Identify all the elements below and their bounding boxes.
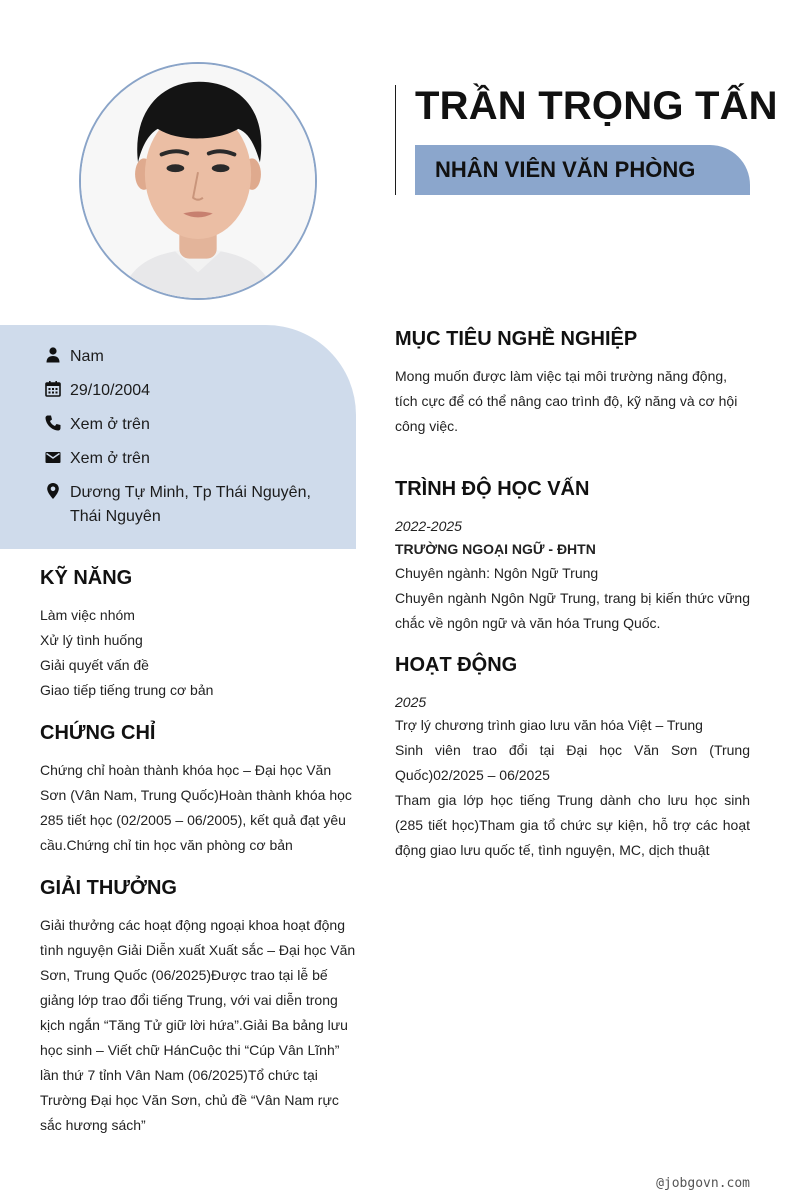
education-block [395,515,750,636]
skills-heading: KỸ NĂNG [40,567,133,589]
full-name: TRẦN TRỌNG TẤN [415,84,778,128]
certificates-heading: CHỨNG CHỈ [40,722,156,744]
skill-item: Giải quyết vấn đề [40,657,149,673]
activities-line-2: Tham gia lớp học tiếng Trung dành cho lưu học sinh (285 tiết học)Tham gia tổ chức sự kiện, hỗ trợ các hoạt động giao lưu quốc tế, tình nguyện, MC, dịch thuật [395,792,750,858]
skills-list [40,603,213,703]
portrait-illustration [81,64,315,298]
awards-text: Giải thưởng các hoạt động ngoại khoa hoạt động tình nguyện Giải Diễn xuất Xuất sắc – Đại học Văn Sơn, Trung Quốc (06/2025)Được trao tại lễ bế giảng lớp trao đổi tiếng Trung, với vai diễn trong kịch ngắn “Tăng Tử giữ lời hứa”.Giải Ba bảng lưu học sinh – Viết chữ HánCuộc thi “Cúp Vân Lĩnh” lần thứ 7 tỉnh Vân Nam (06/2025)Tổ chức tại Trường Đại học Văn Sơn, chủ đề “Vân Nam rực sắc hương sách” [40,917,356,1133]
address-value: Dương Tự Minh, Tp Thái Nguyên, Thái Nguyên [70,484,311,525]
skill-item: Làm việc nhóm [40,607,135,623]
calendar-icon [44,380,62,398]
phone-icon [44,414,62,432]
header-divider [395,85,396,195]
awards-heading: GIẢI THƯỞNG [40,877,177,899]
skill-item: Xử lý tình huống [40,632,143,648]
activities-year: 2025 [395,694,427,710]
location-pin-icon [44,482,62,500]
objective-heading: MỤC TIÊU NGHỀ NGHIỆP [395,328,638,350]
education-heading: TRÌNH ĐỘ HỌC VẤN [395,478,590,500]
education-school: TRƯỜNG NGOẠI NGỮ - ĐHTN [395,541,596,557]
contact-address [44,481,320,529]
birthday-value: 29/10/2004 [70,382,151,399]
objective-text: Mong muốn được làm việc tại môi trường năng động, tích cực để có thể nâng cao trình độ, kỹ năng và cơ hội công việc. [395,368,738,434]
activities-role: Trợ lý chương trình giao lưu văn hóa Việt – Trung [395,717,703,733]
email-value: Xem ở trên [70,450,150,467]
education-description: Chuyên ngành Ngôn Ngữ Trung, trang bị kiến thức vững chắc về ngôn ngữ và văn hóa Trung Quốc. [395,590,750,631]
skill-item: Giao tiếp tiếng trung cơ bản [40,682,214,698]
contact-email [44,447,320,471]
person-icon [44,346,62,364]
activities-heading: HOẠT ĐỘNG [395,654,518,676]
contact-phone [44,413,320,437]
gender-value: Nam [70,348,104,365]
certificates-text: Chứng chỉ hoàn thành khóa học – Đại học Văn Sơn (Vân Nam, Trung Quốc)Hoàn thành khóa học 285 tiết học (02/2005 – 06/2005), kết quả đạt yêu cầu.Chứng chỉ tin học văn phòng cơ bản [40,762,352,853]
phone-value: Xem ở trên [70,416,150,433]
job-title: NHÂN VIÊN VĂN PHÒNG [435,157,696,182]
profile-photo [79,62,317,300]
contact-gender [44,345,320,369]
watermark: @jobgovn.com [656,1176,750,1191]
job-title-badge [415,145,750,195]
activities-block [395,691,750,863]
education-major: Chuyên ngành: Ngôn Ngữ Trung [395,565,599,581]
contact-birthday [44,379,320,403]
education-year: 2022-2025 [395,518,462,534]
mail-icon [44,448,62,466]
activities-line-1: Sinh viên trao đổi tại Đại học Văn Sơn (Trung Quốc)02/2025 – 06/2025 [395,742,750,783]
